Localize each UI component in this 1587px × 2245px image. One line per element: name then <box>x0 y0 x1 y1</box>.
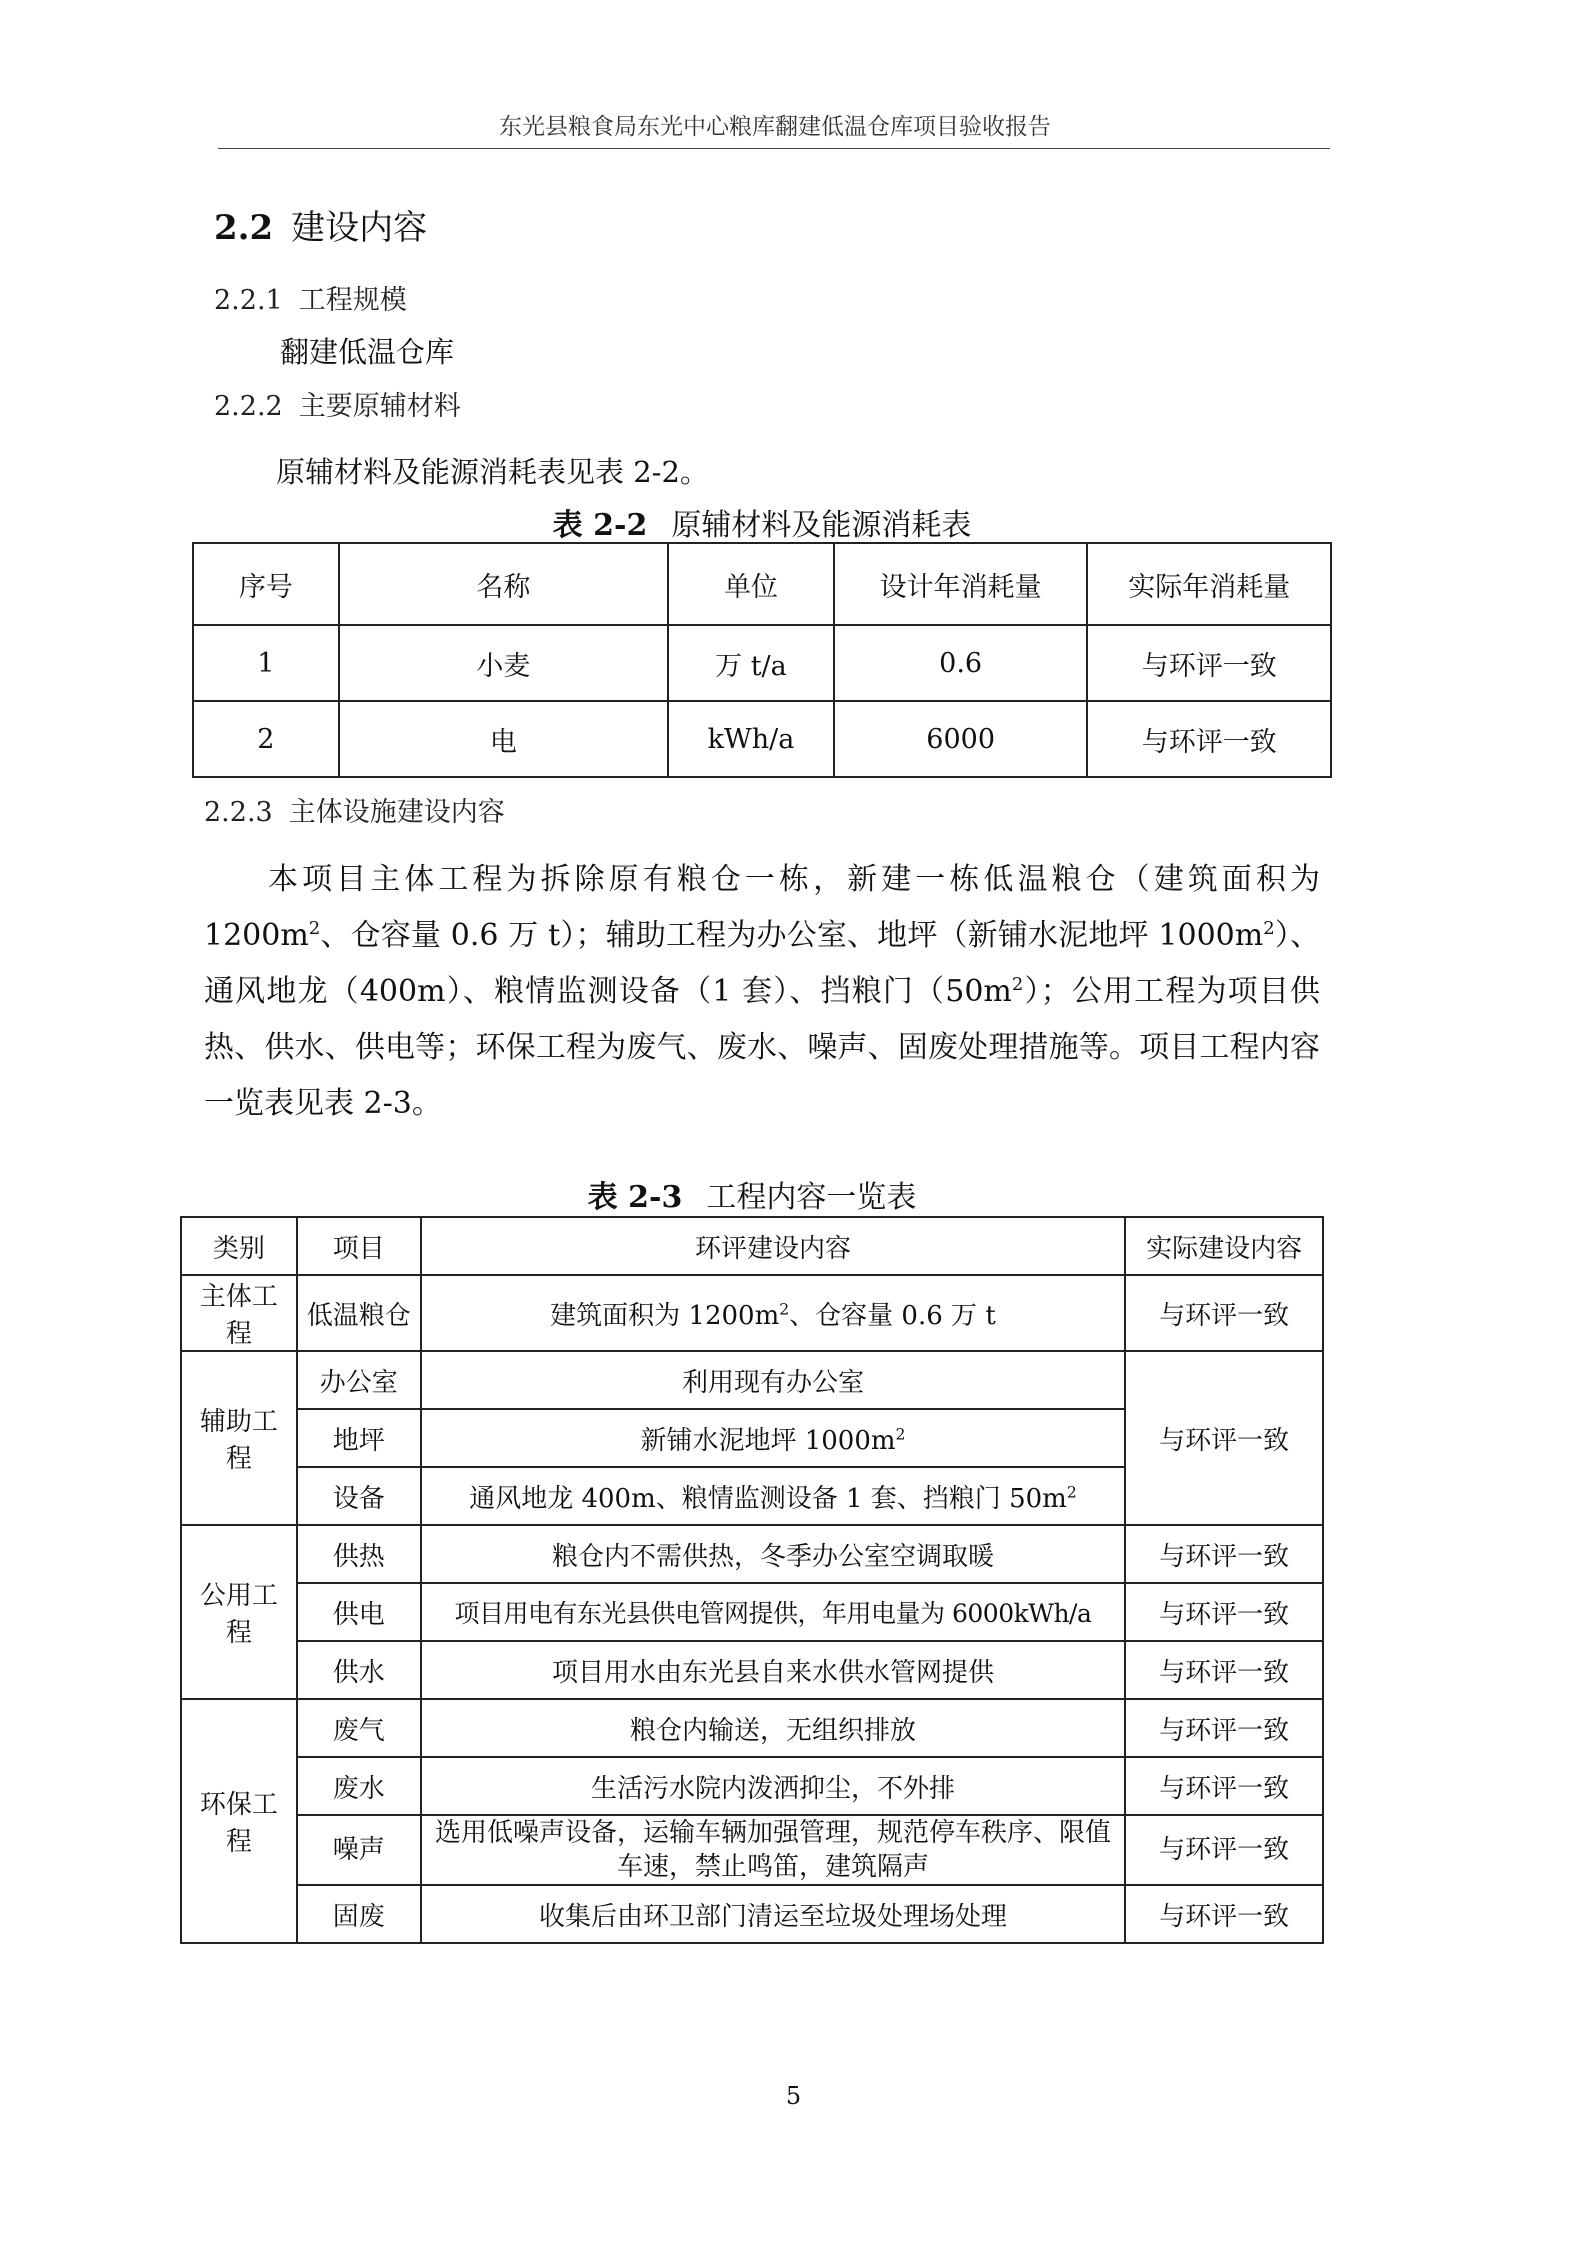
section-number: 2.2 <box>214 208 274 248</box>
table-2-2-caption <box>192 500 1332 544</box>
superscript: 2 <box>1263 918 1275 939</box>
table-row <box>181 1275 1323 1351</box>
item-cell: 供水 <box>297 1641 421 1699</box>
superscript: 2 <box>1066 1482 1077 1501</box>
actual-cell: 与环评一致 <box>1125 1815 1323 1885</box>
table-row <box>181 1525 1323 1583</box>
table-2-3 <box>180 1216 1324 1944</box>
item-cell: 设备 <box>297 1467 421 1525</box>
table-row <box>181 1583 1323 1641</box>
table-row <box>181 1641 1323 1699</box>
caption-title: 原辅材料及能源消耗表 <box>671 508 972 543</box>
paragraph-text: 、仓容量 0.6 万 t）；辅助工程为办公室、地坪（新铺水泥地坪 1000m <box>320 918 1264 953</box>
item-cell: 供热 <box>297 1525 421 1583</box>
subsection-2-2-2-heading <box>214 384 461 423</box>
content-cell: 项目用电有东光县供电管网提供，年用电量为 6000kWh/a <box>421 1583 1126 1641</box>
table-row <box>181 1885 1323 1943</box>
actual-cell: 与环评一致 <box>1125 1641 1323 1699</box>
content-cell: 生活污水院内泼洒抑尘，不外排 <box>421 1757 1126 1815</box>
actual-cell: 与环评一致 <box>1125 1351 1323 1525</box>
cell-text: 、仓容量 0.6 万 t <box>789 1300 996 1331</box>
item-cell: 废气 <box>297 1699 421 1757</box>
caption-number: 表 2-3 <box>587 1180 683 1215</box>
table-row <box>181 1351 1323 1409</box>
subsection-number: 2.2.2 <box>214 391 283 422</box>
paragraph-text: ）；公用工程为项目供热、供水、供电等；环保工程为废气、废水、噪声、固废处理措施等。项目工程内容一览表见表 2-3。 <box>204 974 1321 1121</box>
actual-cell: 与环评一致 <box>1125 1583 1323 1641</box>
subsection-2-2-3-heading <box>204 790 505 829</box>
column-header: 名称 <box>339 543 668 625</box>
superscript: 2 <box>779 1299 790 1318</box>
table-cell: 1 <box>193 625 339 701</box>
column-header: 环评建设内容 <box>421 1217 1126 1275</box>
cell-text: 通风地龙 400m、粮情监测设备 1 套、挡粮门 50m <box>469 1483 1067 1514</box>
item-cell: 固废 <box>297 1885 421 1943</box>
category-cell: 辅助工程 <box>181 1351 297 1525</box>
table-row <box>181 1815 1323 1885</box>
subsection-title: 主要原辅材料 <box>298 391 461 422</box>
column-header: 项目 <box>297 1217 421 1275</box>
page-header: 东光县粮食局东光中心粮库翻建低温仓库项目验收报告 <box>499 114 1051 140</box>
category-cell: 公用工程 <box>181 1525 297 1699</box>
column-header: 类别 <box>181 1217 297 1275</box>
cell-text: 建筑面积为 1200m <box>550 1300 780 1331</box>
item-cell: 低温粮仓 <box>297 1275 421 1351</box>
table-cell: 万 t/a <box>668 625 834 701</box>
subsection-number: 2.2.3 <box>204 797 273 828</box>
content-cell: 项目用水由东光县自来水供水管网提供 <box>421 1641 1126 1699</box>
content-cell: 选用低噪声设备，运输车辆加强管理，规范停车秩序、限值车速，禁止鸣笛，建筑隔声 <box>421 1815 1126 1885</box>
item-cell: 地坪 <box>297 1409 421 1467</box>
table-2-2 <box>192 542 1332 778</box>
column-header: 实际建设内容 <box>1125 1217 1323 1275</box>
table-row <box>193 701 1331 777</box>
caption-title: 工程内容一览表 <box>706 1180 917 1215</box>
caption-number: 表 2-2 <box>552 508 648 543</box>
category-cell: 主体工程 <box>181 1275 297 1351</box>
section-title: 建设内容 <box>291 208 428 248</box>
actual-cell: 与环评一致 <box>1125 1757 1323 1815</box>
content-cell: 粮仓内不需供热，冬季办公室空调取暖 <box>421 1525 1126 1583</box>
table-2-3-caption <box>180 1172 1324 1216</box>
subsection-2-2-1-heading <box>214 278 407 317</box>
table-row <box>181 1757 1323 1815</box>
content-cell: 收集后由环卫部门清运至垃圾处理场处理 <box>421 1885 1126 1943</box>
subsection-number: 2.2.1 <box>214 285 283 316</box>
subsection-title: 主体设施建设内容 <box>288 797 505 828</box>
subsection-title: 工程规模 <box>298 285 407 316</box>
content-cell: 利用现有办公室 <box>421 1351 1126 1409</box>
table-cell: 小麦 <box>339 625 668 701</box>
content-cell <box>421 1409 1126 1467</box>
table-cell: 2 <box>193 701 339 777</box>
item-cell: 废水 <box>297 1757 421 1815</box>
item-cell: 办公室 <box>297 1351 421 1409</box>
column-header: 设计年消耗量 <box>834 543 1088 625</box>
column-header: 实际年消耗量 <box>1087 543 1331 625</box>
paragraph-text: ）、通风地龙（400m）、粮情监测设备（1 套）、挡粮门（50m <box>204 918 1320 1009</box>
superscript: 2 <box>308 918 321 939</box>
table-header-row <box>193 543 1331 625</box>
actual-cell: 与环评一致 <box>1125 1275 1323 1351</box>
subsection-2-2-2-text: 原辅材料及能源消耗表见表 2-2。 <box>276 455 709 489</box>
content-cell <box>421 1275 1126 1351</box>
paragraph-text: 本项目主体工程为拆除原有粮仓一栋，新建一栋低温粮仓（建筑面积为 <box>268 862 1320 897</box>
item-cell: 供电 <box>297 1583 421 1641</box>
cell-text: 新铺水泥地坪 1000m <box>640 1425 896 1456</box>
header-rule <box>218 148 1330 149</box>
paragraph-text: 1200m <box>204 918 309 953</box>
superscript: 2 <box>895 1424 906 1443</box>
content-cell <box>421 1467 1126 1525</box>
column-header: 序号 <box>193 543 339 625</box>
subsection-2-2-3-paragraph <box>204 852 1320 1132</box>
subsection-2-2-1-text: 翻建低温仓库 <box>280 335 455 369</box>
table-cell: 6000 <box>834 701 1088 777</box>
table-cell: 电 <box>339 701 668 777</box>
actual-cell: 与环评一致 <box>1125 1885 1323 1943</box>
category-cell: 环保工程 <box>181 1699 297 1943</box>
item-cell: 噪声 <box>297 1815 421 1885</box>
section-heading <box>214 200 427 249</box>
column-header: 单位 <box>668 543 834 625</box>
superscript: 2 <box>1011 974 1024 995</box>
table-row <box>193 625 1331 701</box>
actual-cell: 与环评一致 <box>1125 1699 1323 1757</box>
table-cell: kWh/a <box>668 701 834 777</box>
table-header-row <box>181 1217 1323 1275</box>
actual-cell: 与环评一致 <box>1125 1525 1323 1583</box>
table-cell: 与环评一致 <box>1087 701 1331 777</box>
table-cell: 0.6 <box>834 625 1088 701</box>
table-row <box>181 1699 1323 1757</box>
page-number: 5 <box>785 2082 802 2110</box>
content-cell: 粮仓内输送，无组织排放 <box>421 1699 1126 1757</box>
table-cell: 与环评一致 <box>1087 625 1331 701</box>
